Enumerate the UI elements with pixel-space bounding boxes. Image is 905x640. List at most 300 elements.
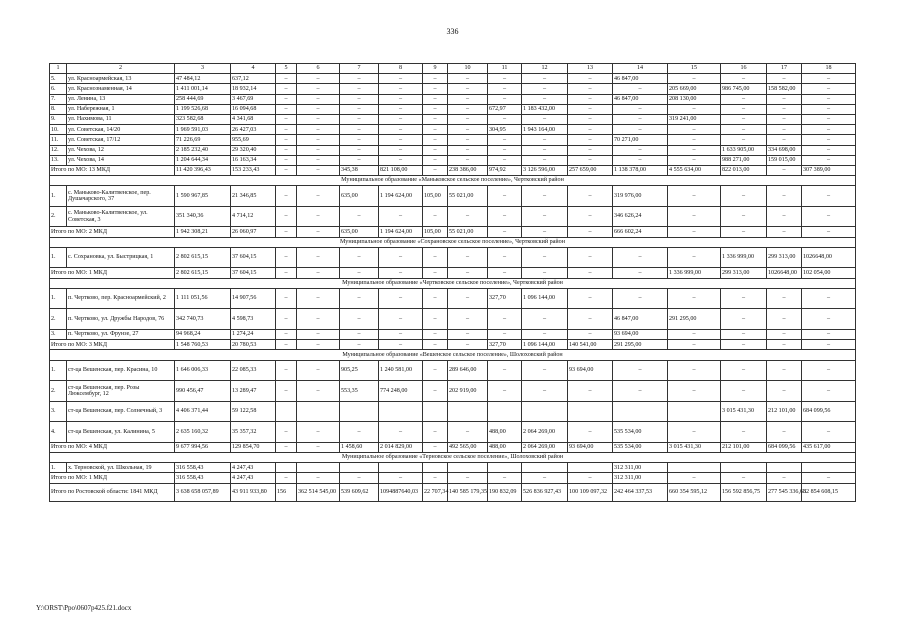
table-cell: 346 626,24 xyxy=(613,206,668,227)
table-cell: 2 064 269,00 xyxy=(522,422,568,443)
table-cell: 11 420 396,43 xyxy=(175,165,231,175)
table-cell: – xyxy=(488,309,522,330)
row-address: п. Чертково, ул. Дружбы Народов, 76 xyxy=(67,309,175,330)
table-cell: – xyxy=(767,165,802,175)
table-cell: – xyxy=(488,268,522,278)
row-address: ул. Советская, 17/12 xyxy=(67,135,175,145)
table-cell: 1026648,00 xyxy=(802,247,856,268)
table-cell: – xyxy=(721,288,767,309)
table-cell: 535 534,00 xyxy=(613,422,668,443)
column-header: 17 xyxy=(767,64,802,74)
table-cell: 159 015,00 xyxy=(767,155,802,165)
table-cell: 986 745,00 xyxy=(721,84,767,94)
table-cell: – xyxy=(613,125,668,135)
table-cell: – xyxy=(522,309,568,330)
table-cell: 1 336 999,00 xyxy=(668,268,721,278)
table-row xyxy=(50,74,856,84)
table-cell: – xyxy=(802,340,856,350)
page-number: 336 xyxy=(446,27,459,36)
table-cell: – xyxy=(668,422,721,443)
table-cell: – xyxy=(767,309,802,330)
table-cell: – xyxy=(297,329,340,339)
table-cell: – xyxy=(568,309,613,330)
table-cell: 16 094,68 xyxy=(231,104,276,114)
table-cell: – xyxy=(668,206,721,227)
table-cell: – xyxy=(340,340,379,350)
row-address: ул. Чехова, 12 xyxy=(67,145,175,155)
table-cell: – xyxy=(522,473,568,483)
table-row xyxy=(50,84,856,94)
table-cell: – xyxy=(340,74,379,84)
table-cell: – xyxy=(340,473,379,483)
table-cell xyxy=(423,463,448,473)
table-cell: – xyxy=(340,125,379,135)
table-cell: – xyxy=(448,74,488,84)
table-cell: – xyxy=(379,340,423,350)
table-row xyxy=(50,155,856,165)
table-cell: 190 832,09 xyxy=(488,483,522,501)
table-cell xyxy=(668,463,721,473)
table-cell: – xyxy=(276,340,297,350)
table-cell: – xyxy=(448,247,488,268)
table-cell: – xyxy=(488,114,522,124)
table-cell: – xyxy=(721,340,767,350)
table-cell: 202 919,00 xyxy=(448,381,488,402)
table-cell: – xyxy=(340,94,379,104)
table-cell: – xyxy=(802,104,856,114)
table-cell: – xyxy=(297,94,340,104)
table-cell xyxy=(721,463,767,473)
table-cell: 212 101,00 xyxy=(767,401,802,422)
table-cell: – xyxy=(488,94,522,104)
column-header: 6 xyxy=(297,64,340,74)
table-cell: – xyxy=(276,473,297,483)
row-number: 8. xyxy=(50,104,67,114)
table-cell: 46 847,00 xyxy=(613,94,668,104)
table-cell: 29 320,40 xyxy=(231,145,276,155)
table-cell: – xyxy=(767,125,802,135)
row-number: 5. xyxy=(50,74,67,84)
table-cell: – xyxy=(276,94,297,104)
table-cell: 1 096 144,00 xyxy=(522,288,568,309)
table-cell: 4 598,73 xyxy=(231,309,276,330)
table-cell: – xyxy=(522,268,568,278)
table-cell: 4 247,43 xyxy=(231,473,276,483)
section-title: Муниципальное образование «Чертковское сельское поселение», Чертковский район xyxy=(50,278,856,288)
table-cell xyxy=(767,463,802,473)
table-cell: – xyxy=(297,227,340,237)
table-cell: – xyxy=(488,227,522,237)
table-cell: – xyxy=(668,473,721,483)
table-cell: – xyxy=(767,104,802,114)
total-row xyxy=(50,268,856,278)
table-cell: – xyxy=(668,135,721,145)
table-cell: – xyxy=(488,186,522,207)
row-number: 2. xyxy=(50,381,67,402)
table-cell: 1 183 432,00 xyxy=(522,104,568,114)
table-cell: – xyxy=(613,247,668,268)
table-cell: 672,97 xyxy=(488,104,522,114)
table-row xyxy=(50,381,856,402)
table-cell: 312 311,00 xyxy=(613,463,668,473)
table-cell: 316 558,43 xyxy=(175,463,231,473)
table-cell: – xyxy=(448,206,488,227)
table-cell: – xyxy=(423,74,448,84)
table-cell: – xyxy=(668,360,721,381)
table-cell: – xyxy=(613,288,668,309)
column-header: 5 xyxy=(276,64,297,74)
table-cell: 93 694,00 xyxy=(568,360,613,381)
table-cell: – xyxy=(568,268,613,278)
table-cell xyxy=(448,463,488,473)
table-cell: – xyxy=(721,309,767,330)
table-cell: 492 565,00 xyxy=(448,442,488,452)
table-cell: – xyxy=(379,74,423,84)
total-label: Итого по МО: 3 МКД xyxy=(50,340,175,350)
total-row xyxy=(50,473,856,483)
table-cell: – xyxy=(448,340,488,350)
table-cell: – xyxy=(340,114,379,124)
table-cell: 1 111 051,56 xyxy=(175,288,231,309)
table-cell: – xyxy=(522,186,568,207)
table-cell: 304,95 xyxy=(488,125,522,135)
table-cell: 1 194 624,00 xyxy=(379,227,423,237)
table-cell: – xyxy=(423,329,448,339)
table-cell xyxy=(488,463,522,473)
column-header: 11 xyxy=(488,64,522,74)
table-cell: – xyxy=(568,227,613,237)
table-cell: – xyxy=(802,125,856,135)
table-cell: – xyxy=(297,206,340,227)
table-cell: – xyxy=(522,145,568,155)
table-cell: 14 907,56 xyxy=(231,288,276,309)
table-cell: 1 942 308,21 xyxy=(175,227,231,237)
column-header: 7 xyxy=(340,64,379,74)
table-cell: 94 968,24 xyxy=(175,329,231,339)
table-cell: 212 101,00 xyxy=(721,442,767,452)
table-cell: 2 802 615,15 xyxy=(175,268,231,278)
table-cell: – xyxy=(668,125,721,135)
row-address: п. Чертково, ул. Фрунзе, 27 xyxy=(67,329,175,339)
row-number: 4. xyxy=(50,422,67,443)
table-row xyxy=(50,422,856,443)
table-cell: 158 582,00 xyxy=(767,84,802,94)
table-cell: 26 060,97 xyxy=(231,227,276,237)
table-cell: – xyxy=(568,288,613,309)
table-cell: – xyxy=(448,288,488,309)
table-cell: – xyxy=(448,145,488,155)
table-cell: 637,12 xyxy=(231,74,276,84)
table-cell: 345,38 xyxy=(340,165,379,175)
table-row xyxy=(50,360,856,381)
row-address: ул. Набережная, 1 xyxy=(67,104,175,114)
header-row xyxy=(50,64,856,74)
row-address: ст-ца Вешенская, пер. Солнечный, 3 xyxy=(67,401,175,422)
row-address: ул. Нахимова, 11 xyxy=(67,114,175,124)
column-header: 13 xyxy=(568,64,613,74)
table-cell: – xyxy=(522,74,568,84)
table-cell: 822 013,00 xyxy=(721,165,767,175)
total-label: Итого по МО: 1 МКД xyxy=(50,473,175,483)
table-cell: – xyxy=(613,84,668,94)
table-cell: – xyxy=(721,206,767,227)
table-cell: – xyxy=(297,114,340,124)
table-cell: – xyxy=(423,84,448,94)
table-cell: – xyxy=(568,381,613,402)
table-cell: – xyxy=(721,135,767,145)
column-header: 3 xyxy=(175,64,231,74)
table-cell: 105,00 xyxy=(423,227,448,237)
table-cell: – xyxy=(423,94,448,104)
table-cell: 3 638 658 057,89 xyxy=(175,483,231,501)
table-cell: 153 233,43 xyxy=(231,165,276,175)
table-cell: – xyxy=(522,227,568,237)
table-cell: 635,00 xyxy=(340,186,379,207)
table-cell: 1026648,00 xyxy=(767,268,802,278)
total-label: Итого по МО: 1 МКД xyxy=(50,268,175,278)
table-row xyxy=(50,206,856,227)
section-row xyxy=(50,278,856,288)
table-cell: – xyxy=(276,227,297,237)
row-address: ул. Ленина, 13 xyxy=(67,94,175,104)
table-cell: – xyxy=(276,155,297,165)
table-cell: – xyxy=(448,309,488,330)
table-cell: – xyxy=(297,473,340,483)
table-cell: 3 126 596,00 xyxy=(522,165,568,175)
table-cell: – xyxy=(276,381,297,402)
section-row xyxy=(50,176,856,186)
table-cell: – xyxy=(668,104,721,114)
table-cell: – xyxy=(423,473,448,483)
table-cell: 55 021,00 xyxy=(448,227,488,237)
table-cell: – xyxy=(423,135,448,145)
table-cell: – xyxy=(802,227,856,237)
table-cell: 327,70 xyxy=(488,340,522,350)
row-address: ст-ца Вешенская, пер. Розы Люксембург, 12 xyxy=(67,381,175,402)
table-cell: – xyxy=(297,74,340,84)
table-row xyxy=(50,401,856,422)
total-label: Итого по МО: 2 МКД xyxy=(50,227,175,237)
table-cell: 1 943 164,00 xyxy=(522,125,568,135)
table-cell: – xyxy=(568,206,613,227)
table-cell: 43 911 933,80 xyxy=(231,483,276,501)
table-cell: – xyxy=(379,125,423,135)
table-cell: – xyxy=(297,340,340,350)
table-cell: – xyxy=(668,155,721,165)
table-cell: 242 464 337,53 xyxy=(613,483,668,501)
table-cell: – xyxy=(767,114,802,124)
table-cell: – xyxy=(340,135,379,145)
table-cell: 291 295,00 xyxy=(613,340,668,350)
row-number: 10. xyxy=(50,125,67,135)
table-cell: – xyxy=(276,247,297,268)
table-cell: 1 240 581,00 xyxy=(379,360,423,381)
table-cell: 319 241,00 xyxy=(668,114,721,124)
table-cell: – xyxy=(448,135,488,145)
table-cell: – xyxy=(340,84,379,94)
table-cell: – xyxy=(802,155,856,165)
row-address: с. Маньково-Калитвенское, пер. Душачарского, 37 xyxy=(67,186,175,207)
table-cell: – xyxy=(767,422,802,443)
table-cell: – xyxy=(297,288,340,309)
table-cell: 238 386,00 xyxy=(448,165,488,175)
table-cell: – xyxy=(276,104,297,114)
total-row xyxy=(50,227,856,237)
table-row xyxy=(50,104,856,114)
table-cell: – xyxy=(379,155,423,165)
table-cell: – xyxy=(488,145,522,155)
table-cell xyxy=(568,401,613,422)
table-cell: 684 099,56 xyxy=(802,401,856,422)
table-cell xyxy=(488,401,522,422)
table-cell: – xyxy=(802,206,856,227)
table-cell: 258 444,69 xyxy=(175,94,231,104)
table-cell: – xyxy=(721,74,767,84)
footer-path: Y:\ORST\Ppo\0607p425.f21.docx xyxy=(36,604,132,612)
table-cell: – xyxy=(488,247,522,268)
table-cell: – xyxy=(297,104,340,114)
table-cell: – xyxy=(721,422,767,443)
table-cell: – xyxy=(767,288,802,309)
table-cell: 16 163,34 xyxy=(231,155,276,165)
section-title: Муниципальное образование «Маньковское сельское поселение», Чертковский район xyxy=(50,176,856,186)
table-cell: – xyxy=(423,155,448,165)
table-cell: 488,00 xyxy=(488,442,522,452)
table-cell: – xyxy=(276,309,297,330)
table-cell: – xyxy=(379,94,423,104)
table-cell: – xyxy=(802,74,856,84)
table-cell: – xyxy=(340,288,379,309)
table-cell: 1 138 378,00 xyxy=(613,165,668,175)
table-cell: 3 015 431,30 xyxy=(721,401,767,422)
table-cell: – xyxy=(423,442,448,452)
row-address: ул. Советская, 14/20 xyxy=(67,125,175,135)
table-cell: 93 694,00 xyxy=(613,329,668,339)
table-cell: – xyxy=(613,114,668,124)
table-row xyxy=(50,288,856,309)
table-row xyxy=(50,145,856,155)
table-cell: 312 311,00 xyxy=(613,473,668,483)
table-cell: – xyxy=(802,94,856,104)
table-cell: – xyxy=(802,381,856,402)
table-cell: – xyxy=(613,155,668,165)
table-cell: 327,70 xyxy=(488,288,522,309)
table-cell: 1 274,24 xyxy=(231,329,276,339)
table-cell: – xyxy=(340,422,379,443)
table-cell xyxy=(276,463,297,473)
table-cell: 21 346,85 xyxy=(231,186,276,207)
table-cell: – xyxy=(423,268,448,278)
table-cell: – xyxy=(423,125,448,135)
row-number: 1. xyxy=(50,360,67,381)
total-row xyxy=(50,442,856,452)
row-number: 6. xyxy=(50,84,67,94)
table-cell: – xyxy=(379,145,423,155)
table-cell: – xyxy=(379,114,423,124)
table-cell: – xyxy=(767,74,802,84)
table-cell: 660 354 595,12 xyxy=(668,483,721,501)
table-cell: – xyxy=(276,165,297,175)
table-cell: – xyxy=(276,125,297,135)
table-cell: – xyxy=(423,114,448,124)
table-cell: 55 021,00 xyxy=(448,186,488,207)
table-cell: 93 694,00 xyxy=(568,442,613,452)
table-cell: 307 389,00 xyxy=(802,165,856,175)
table-cell: 37 604,15 xyxy=(231,247,276,268)
table-cell: 208 130,00 xyxy=(668,94,721,104)
table-cell: – xyxy=(522,135,568,145)
table-cell: 319 976,00 xyxy=(613,186,668,207)
table-cell: – xyxy=(802,145,856,155)
table-cell: 774 248,00 xyxy=(379,381,423,402)
table-cell: – xyxy=(668,227,721,237)
table-cell: – xyxy=(488,74,522,84)
table-cell: 362 514 545,00 xyxy=(297,483,340,501)
table-cell: – xyxy=(448,84,488,94)
table-cell: – xyxy=(340,309,379,330)
table-cell: 140 541,00 xyxy=(568,340,613,350)
table-cell: 1 646 006,33 xyxy=(175,360,231,381)
table-cell: – xyxy=(423,309,448,330)
row-number: 3. xyxy=(50,401,67,422)
section-title: Муниципальное образование «Вешенское сельское поселение», Шолоховский район xyxy=(50,350,856,360)
table-cell: 9 677 994,56 xyxy=(175,442,231,452)
row-number: 9. xyxy=(50,114,67,124)
table-cell xyxy=(340,463,379,473)
table-cell: – xyxy=(802,473,856,483)
table-cell: – xyxy=(721,125,767,135)
table-cell: 1 411 001,14 xyxy=(175,84,231,94)
table-row xyxy=(50,186,856,207)
table-cell: – xyxy=(448,125,488,135)
table-cell: – xyxy=(767,135,802,145)
table-cell: – xyxy=(721,114,767,124)
table-cell: – xyxy=(297,381,340,402)
table-cell xyxy=(522,401,568,422)
table-cell: – xyxy=(488,473,522,483)
row-address: с. Сохрановка, ул. Быстрицкая, 1 xyxy=(67,247,175,268)
table-cell: – xyxy=(379,288,423,309)
table-cell: – xyxy=(568,247,613,268)
table-cell: – xyxy=(379,473,423,483)
row-number: 1. xyxy=(50,288,67,309)
table-row xyxy=(50,247,856,268)
table-cell: – xyxy=(767,94,802,104)
table-cell: 22 085,33 xyxy=(231,360,276,381)
table-cell: 47 484,12 xyxy=(175,74,231,84)
row-number: 1. xyxy=(50,247,67,268)
table-cell: – xyxy=(276,74,297,84)
table-cell: – xyxy=(613,268,668,278)
table-cell: – xyxy=(668,145,721,155)
table-cell: – xyxy=(448,155,488,165)
table-cell: – xyxy=(340,247,379,268)
table-cell: 156 xyxy=(276,483,297,501)
table-cell: – xyxy=(423,381,448,402)
table-cell: – xyxy=(488,381,522,402)
table-cell: – xyxy=(276,186,297,207)
table-cell: 905,25 xyxy=(340,360,379,381)
table-cell: 4 406 371,44 xyxy=(175,401,231,422)
table-cell xyxy=(340,401,379,422)
table-cell: 71 226,69 xyxy=(175,135,231,145)
table-cell: 990 456,47 xyxy=(175,381,231,402)
table-cell: 46 847,00 xyxy=(613,309,668,330)
table-cell: – xyxy=(276,268,297,278)
table-cell: – xyxy=(297,155,340,165)
table-cell: 2 014 829,00 xyxy=(379,442,423,452)
row-address: ул. Краснознаменная, 14 xyxy=(67,84,175,94)
